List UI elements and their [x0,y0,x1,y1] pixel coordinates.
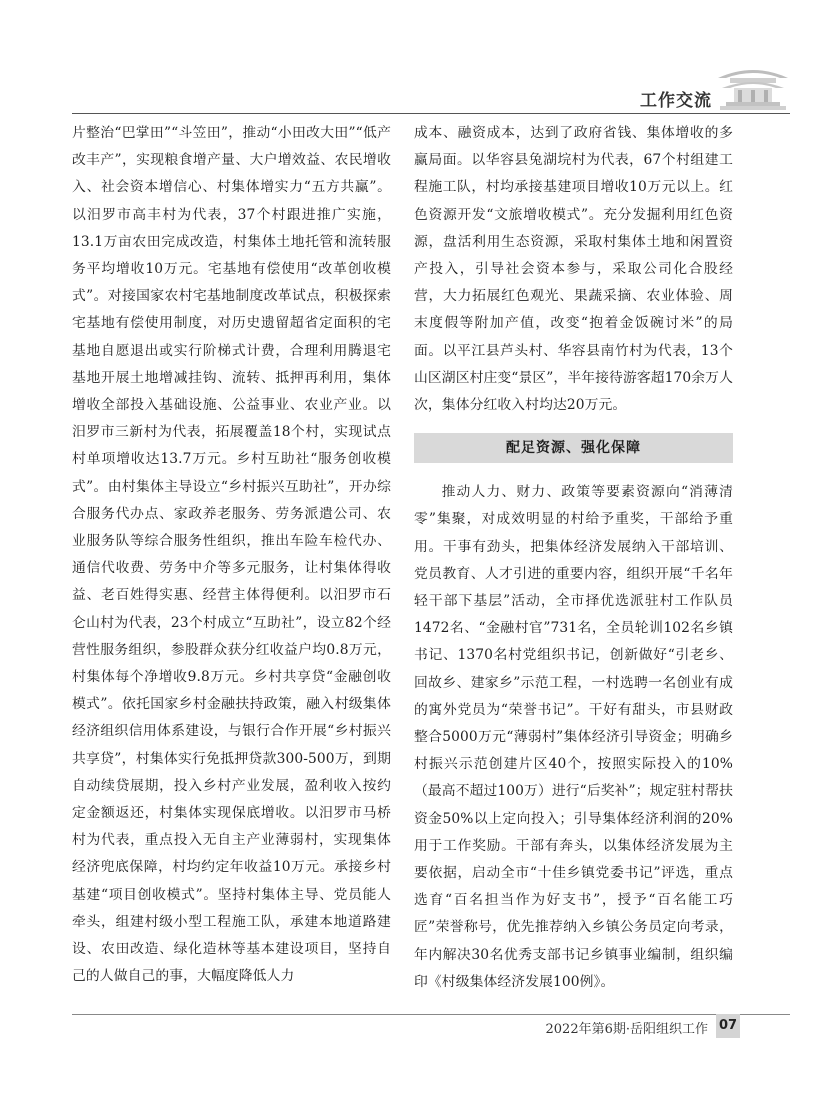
section-heading: 配足资源、强化保障 [414,433,733,463]
header-divider [72,113,790,114]
body-paragraph: 推动人力、财力、政策等要素资源向“消薄清零”集聚，对成效明显的村给予重奖，干部给予重用。干事有劲头，把集体经济发展纳入干部培训、党员教育、人才引进的重要内容，组织开展“千名年轻干部下基层”活动，全市择优选派驻村工作队员1472名、“金融村官”731名，全员轮训102名乡镇书记、1370名村党组织书记，创新做好“引老乡、回故乡、建家乡”示范工程，一村选聘一名创业有成的寓外党员为“荣誉书记”。干好有甜头，市县财政整合5000万元“薄弱村”集体经济引导资金；明确乡村振兴示范创建片区40个，按照实际投入的10%（最高不超过100万）进行“后奖补”；规定驻村帮扶资金50%以上定向投入；引导集体经济利润的20%用于工作奖励。干部有奔头，以集体经济发展为主要依据，启动全市“十佳乡镇党委书记”评选，重点选育“百名担当作为好支书”，授予“百名能工巧匠”荣誉称号，优先推荐纳入乡镇公务员定向考录，年内解决30名优秀支部书记乡镇事业编制，组织编印《村级集体经济发展100例》。 [414,484,733,990]
body-paragraph: 成本、融资成本，达到了政府省钱、集体增收的多赢局面。以华容县兔湖垸村为代表，67个村组建工程施工队，村均承接基建项目增收10万元以上。红色资源开发“文旅增收模式”。充分发掘利用红色资源，盘活利用生态资源，采取村集体土地和闲置资产投入，引导社会资本参与，采取公司化合股经营，大力拓展红色观光、果蔬采摘、农业体验、周末度假等附加产值，改变“抱着金饭碗讨米”的局面。以平江县芦头村、华容县南竹村为代表，13个山区湖区村庄变“景区”，半年接待游客超170余万人次，集体分红收入村均达20万元。 [414,125,733,414]
section-label: 工作交流 [640,91,712,111]
footer-divider [72,1014,790,1015]
body-paragraph: 片整治“巴掌田”“斗笠田”，推动“小田改大田”“低产改丰产”，实现粮食增产量、大户增效益、农民增收入、社会资本增信心、村集体增实力“五方共赢”。以汨罗市高丰村为代表，37个村跟进推广实施，13.1万亩农田完成改造，村集体土地托管和流转服务平均增收10万元。宅基地有偿使用“改革创收模式”。对接国家农村宅基地制度改革试点，积极探索宅基地有偿使用制度，对历史遗留超省定面积的宅基地自愿退出或实行阶梯式计费，合理利用腾退宅基地开展土地增减挂钩、流转、抵押再利用，集体增收全部投入基础设施、公益事业、农业产业。以汨罗市三新村为代表，拓展覆盖18个村，实现试点村单项增收达13.7万元。乡村互助社“服务创收模式”。由村集体主导设立“乡村振兴互助社”，开办综合服务代办点、家政养老服务、劳务派遣公司、农业服务队等综合服务性组织，推出车险车检代办、通信代收费、劳务中介等多元服务，让村集体得收益、老百姓得实惠、经营主体得便利。以汨罗市石仑山村为代表，23个村成立“互助社”，设立82个经营性服务组织，参股群众获分红收益户均0.8万元，村集体每个净增收9.8万元。乡村共享贷“金融创收模式”。依托国家乡村金融扶持政策，融入村级集体经济组织信用体系建设，与银行合作开展“乡村振兴共享贷”，村集体实行免抵押贷款300-500万，到期自动续贷展期，投入乡村产业发展，盈利收入按约定金额返还，村集体实现保底增收。以汨罗市马桥村为代表，重点投入无自主产业薄弱村，实现集体经济兜底保障，村均约定年收益10万元。承接乡村基建“项目创收模式”。坚持村集体主导、党员能人牵头，组建村级小型工程施工队，承建本地道路建设、农田改造、绿化造林等基本建设项目，坚持自己的人做自己的事，大幅度降低人力 [72,125,391,985]
right-column [414,120,733,996]
issue-info: 2022年第6期·岳阳组织工作 [545,1022,708,1037]
left-column [72,120,391,991]
page-number: 07 [716,1014,740,1038]
pavilion-icon [716,64,790,112]
